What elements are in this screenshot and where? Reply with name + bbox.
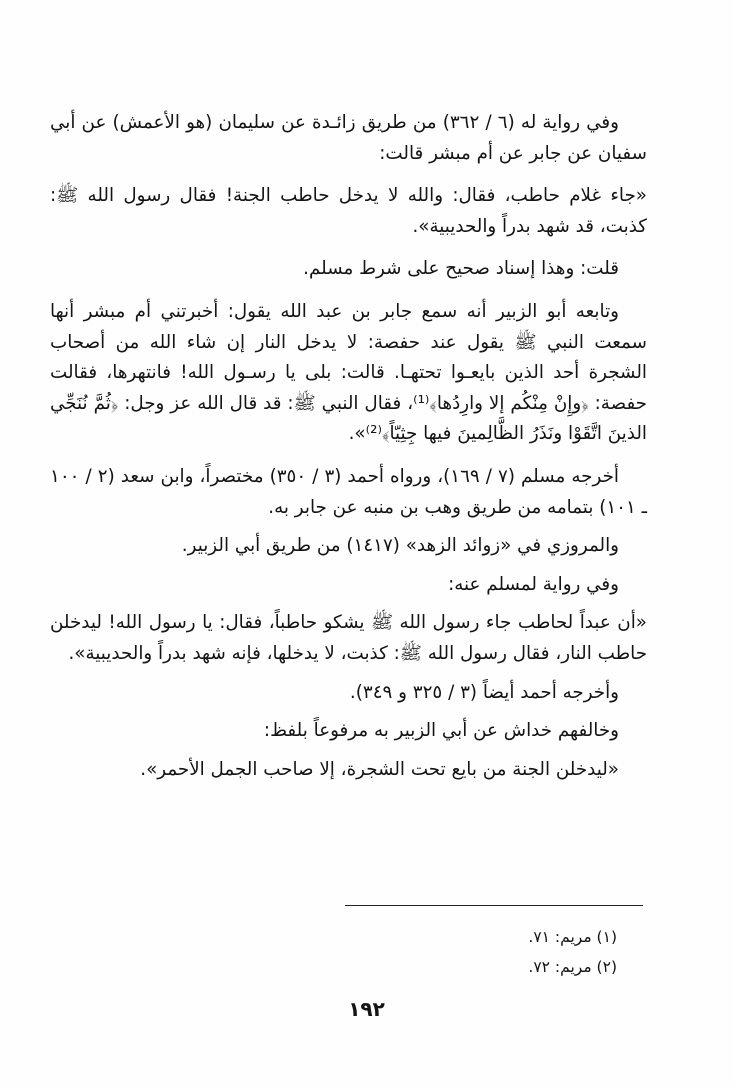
footnote-1: (١) مريم: ٧١.: [528, 928, 617, 946]
page-number: ١٩٢: [348, 997, 385, 1021]
paragraph-riwaya-zaida: وفي رواية له (٦ / ٣٦٢) من طريق زائـدة عن سليمان (هو الأعمش) عن أبي سفيان عن جابر عن أم مبشر قالت:: [50, 112, 647, 164]
paragraph-khidash: وخالفهم خداش عن أبي الزبير به مرفوعاً بلفظ:: [263, 720, 619, 742]
footnote-2: (٢) مريم: ٧٢.: [528, 958, 617, 976]
footnote-separator: [345, 905, 643, 906]
main-text: [50, 108, 647, 785]
paragraph-hadith-abd-hatib: «أن عبداً لحاطب جاء رسول الله ﷺ يشكو حاطباً، فقال: يا رسول الله! ليدخلن حاطب النار، فقال رسول الله ﷺ: كذبت، لا يدخلها، فإنه شهد بدراً والحديبية».: [50, 612, 647, 664]
paragraph-hadith-jamal-ahmar: «ليدخلن الجنة من بايع تحت الشجرة، إلا صاحب الجمل الأحمر».: [140, 758, 619, 780]
paragraph-riwaya-muslim: وفي رواية لمسلم عنه:: [448, 573, 619, 595]
paragraph-isnad-note: قلت: وهذا إسناد صحيح على شرط مسلم.: [303, 258, 619, 280]
paragraph-abu-zubayr: وتابعه أبو الزبير أنه سمع جابر بن عبد الله يقول: أخبرتني أم مبشر أنها سمعت النبي ﷺ يقول عند حفصة: لا يدخل النار إن شاء الله من أصحاب الشجرة أحد الذين بايعـوا تحتهـا. قالت: بلى يا رسـول الله! فانتهرها، فقالت حفصة: ﴿وإِنْ مِنْكُم إلا وارِدُها﴾⁽¹⁾، فقال النبي ﷺ: قد قال الله عز وجل: ﴿ثُمَّ نُنَجِّي الذينَ اتَّقَوْا ونَذَرُ الظَّالِمينَ فيها جِثِيّاً﴾⁽²⁾».: [50, 300, 647, 445]
paragraph-hadith-ghulam-hatib: «جاء غلام حاطب، فقال: والله لا يدخل حاطب الجنة! فقال رسول الله ﷺ: كذبت، قد شهد بدراً والحديبية».: [50, 185, 647, 237]
paragraph-marwazi: والمروزي في «زوائد الزهد» (١٤١٧) من طريق أبي الزبير.: [181, 535, 619, 557]
paragraph-ahmad: وأخرجه أحمد أيضاً (٣ / ٣٢٥ و ٣٤٩).: [349, 681, 619, 703]
footnotes: [50, 922, 645, 982]
paragraph-takhrij-muslim: أخرجه مسلم (٧ / ١٦٩)، ورواه أحمد (٣ / ٣٥٠) مختصراً، وابن سعد (٢ / ١٠٠ ـ ١٠١) بتمامه من طريق وهب بن منبه عن جابر به.: [50, 465, 647, 518]
